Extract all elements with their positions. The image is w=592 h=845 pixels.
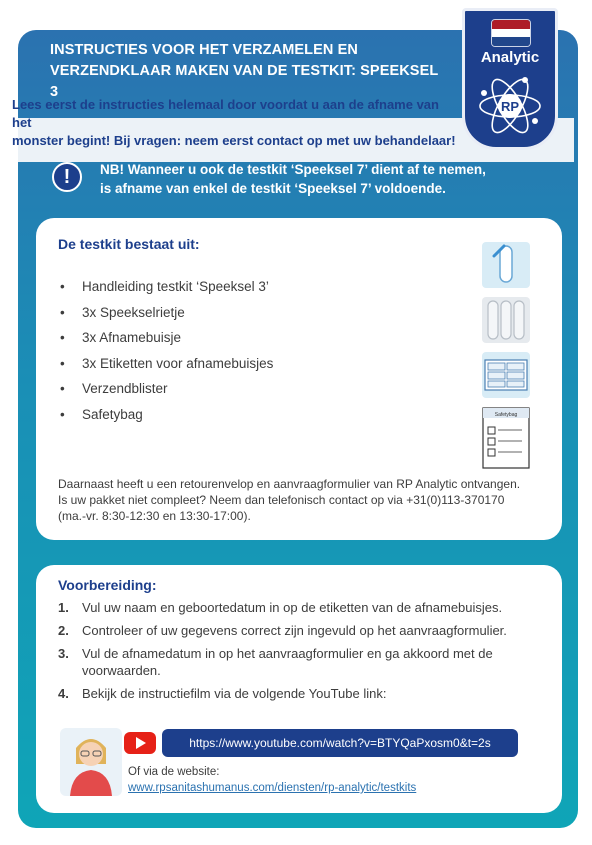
kit-contents-panel <box>36 218 562 540</box>
list-item: • Handleiding testkit ‘Speeksel 3’ <box>58 274 273 300</box>
logo-text: RP <box>500 99 520 114</box>
youtube-link[interactable]: https://www.youtube.com/watch?v=BTYQaPxosm0&t=2s <box>162 729 518 757</box>
warning-text: Lees eerst de instructies helemaal door voordat u aan de afname van het monster begint! Bij vragen: neem eerst contact op met uw behandelaar! <box>12 97 456 148</box>
prep-steps <box>58 599 548 708</box>
list-item: • Verzendblister <box>58 376 273 402</box>
collection-tubes-icon <box>482 297 530 343</box>
kit-title: De testkit bestaat uit: <box>58 236 200 252</box>
step-number: 1. <box>58 600 69 615</box>
kit-icons <box>482 242 534 478</box>
alert-text: NB! Wanneer u ook de testkit ‘Speeksel 7’ dient af te nemen, is afname van enkel de testkit ‘Speeksel 7’ voldoende. <box>100 162 486 196</box>
list-item: • 3x Speekselrietje <box>58 300 273 326</box>
assistant-avatar-icon <box>60 728 122 796</box>
kit-info-text: Daarnaast heeft u een retourenvelop en aanvraagformulier van RP Analytic ontvangen. Is uw pakket niet compleet? Neem dan telefonisch contact op via +31(0)113-370170 (ma.-vr. 8:30-12:30 en 13:30-17:00). <box>58 477 521 523</box>
list-item: • Safetybag <box>58 402 273 428</box>
labels-sheet-icon <box>482 352 530 398</box>
website-link[interactable]: www.rpsanitashumanus.com/diensten/rp-analytic/testkits <box>128 782 417 794</box>
page-title: INSTRUCTIES VOOR HET VERZAMELEN EN VERZENDKLAAR MAKEN VAN DE TESTKIT: SPEEKSEL 3 <box>50 42 439 100</box>
step-number: 3. <box>58 646 69 661</box>
safetybag-icon <box>482 407 530 469</box>
step-number: 2. <box>58 623 69 638</box>
prep-title: Voorbereiding: <box>58 577 157 593</box>
youtube-icon[interactable] <box>124 732 156 754</box>
list-item: 4. Bekijk de instructiefilm via de volgende YouTube link: <box>58 686 387 701</box>
list-item: 1. Vul uw naam en geboortedatum in op de etiketten van de afnamebuisjes. <box>58 600 503 615</box>
list-item: 3. Vul de afnamedatum in op het aanvraagformulier en ga akkoord met de voorwaarden. <box>58 646 493 678</box>
kit-list <box>58 274 273 427</box>
list-item: • 3x Etiketten voor afnamebuisjes <box>58 351 273 377</box>
atom-logo-icon <box>475 71 545 141</box>
list-item: • 3x Afnamebuisje <box>58 325 273 351</box>
list-item: 2. Controleer of uw gegevens correct zijn ingevuld op het aanvraagformulier. <box>58 623 507 638</box>
saliva-straw-icon <box>482 242 530 288</box>
step-number: 4. <box>58 686 69 701</box>
analytic-badge <box>462 8 558 150</box>
dutch-flag-icon <box>491 19 531 47</box>
safetybag-label: Safetybag <box>494 412 518 418</box>
brand-name: Analytic <box>480 49 540 66</box>
site-label: Of via de website: <box>128 766 220 778</box>
exclamation-icon: ! <box>52 162 82 192</box>
